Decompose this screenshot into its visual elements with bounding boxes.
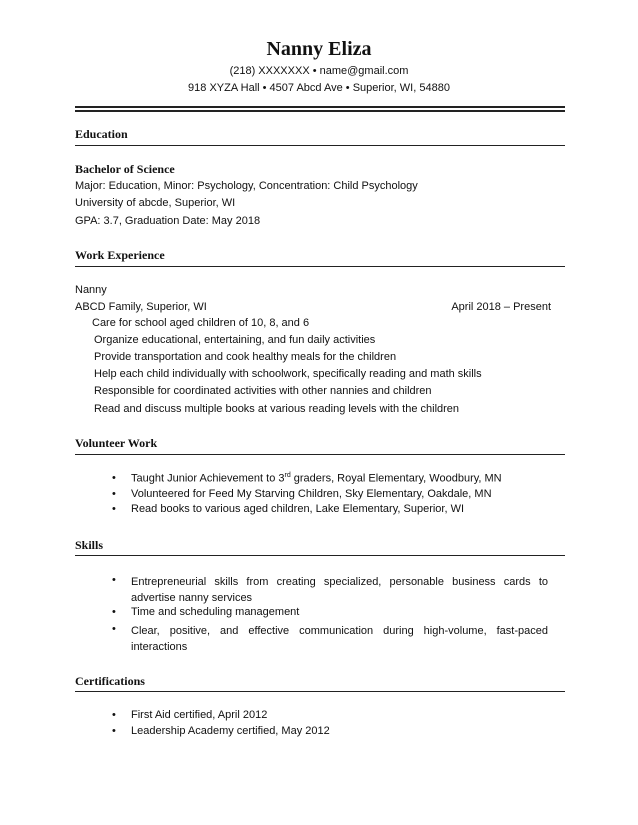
job-dates: April 2018 – Present (451, 301, 551, 313)
section-title-education: Education (75, 127, 128, 141)
job-duty: Help each child individually with schoolwork, specifically reading and math skills (94, 368, 482, 380)
certification-item: Leadership Academy certified, May 2012 (131, 725, 330, 737)
job-employer: ABCD Family, Superior, WI (75, 301, 207, 313)
job-duty: Responsible for coordinated activities with other nannies and children (94, 385, 432, 397)
bullet-icon: • (112, 725, 116, 737)
section-divider-skills (75, 555, 565, 556)
bullet-icon: • (112, 606, 116, 618)
section-divider-work (75, 266, 565, 267)
school: University of abcde, Superior, WI (75, 197, 236, 209)
section-title-certifications: Certifications (75, 674, 145, 688)
section-divider-volunteer (75, 454, 565, 455)
volunteer-item: Volunteered for Feed My Starving Children, Sky Elementary, Oakdale, MN (131, 488, 492, 500)
job-duty: Organize educational, entertaining, and fun daily activities (94, 334, 376, 346)
bullet-icon: • (112, 574, 116, 586)
bullet-icon: • (112, 503, 116, 515)
section-title-volunteer: Volunteer Work (75, 436, 158, 450)
volunteer-item: Taught Junior Achievement to 3rd graders, Royal Elementary, Woodbury, MN (131, 472, 502, 485)
section-title-skills: Skills (75, 538, 104, 552)
job-duty: Read and discuss multiple books at various reading levels with the children (94, 403, 460, 415)
job-duty: Care for school aged children of 10, 8, and 6 (92, 317, 310, 329)
skill-item: Entrepreneurial skills from creating specialized, personable business cards to advertise nanny services (131, 576, 548, 604)
section-title-work: Work Experience (75, 248, 165, 262)
bullet-icon: • (112, 623, 116, 635)
section-divider-education (75, 145, 565, 146)
contact-address: 918 XYZA Hall • 4507 Abcd Ave • Superior, WI, 54880 (188, 82, 450, 94)
bullet-icon: • (112, 488, 116, 500)
contact-phone-email: (218) XXXXXXX • name@gmail.com (229, 65, 409, 77)
skill-item: Time and scheduling management (131, 606, 300, 618)
degree: Bachelor of Science (75, 162, 175, 176)
gpa-graduation: GPA: 3.7, Graduation Date: May 2018 (75, 215, 261, 227)
bullet-icon: • (112, 709, 116, 721)
candidate-name: Nanny Eliza (266, 38, 372, 60)
volunteer-item: Read books to various aged children, Lake Elementary, Superior, WI (131, 503, 465, 515)
major-minor: Major: Education, Minor: Psychology, Concentration: Child Psychology (75, 180, 418, 192)
header-divider-top (75, 106, 565, 108)
skill-item: Clear, positive, and effective communication during high-volume, fast-paced interactions (131, 625, 548, 653)
job-role: Nanny (75, 284, 107, 296)
certification-item: First Aid certified, April 2012 (131, 709, 268, 721)
header-divider-bottom (75, 110, 565, 112)
job-duty: Provide transportation and cook healthy meals for the children (94, 351, 397, 363)
bullet-icon: • (112, 472, 116, 484)
section-divider-certifications (75, 691, 565, 692)
